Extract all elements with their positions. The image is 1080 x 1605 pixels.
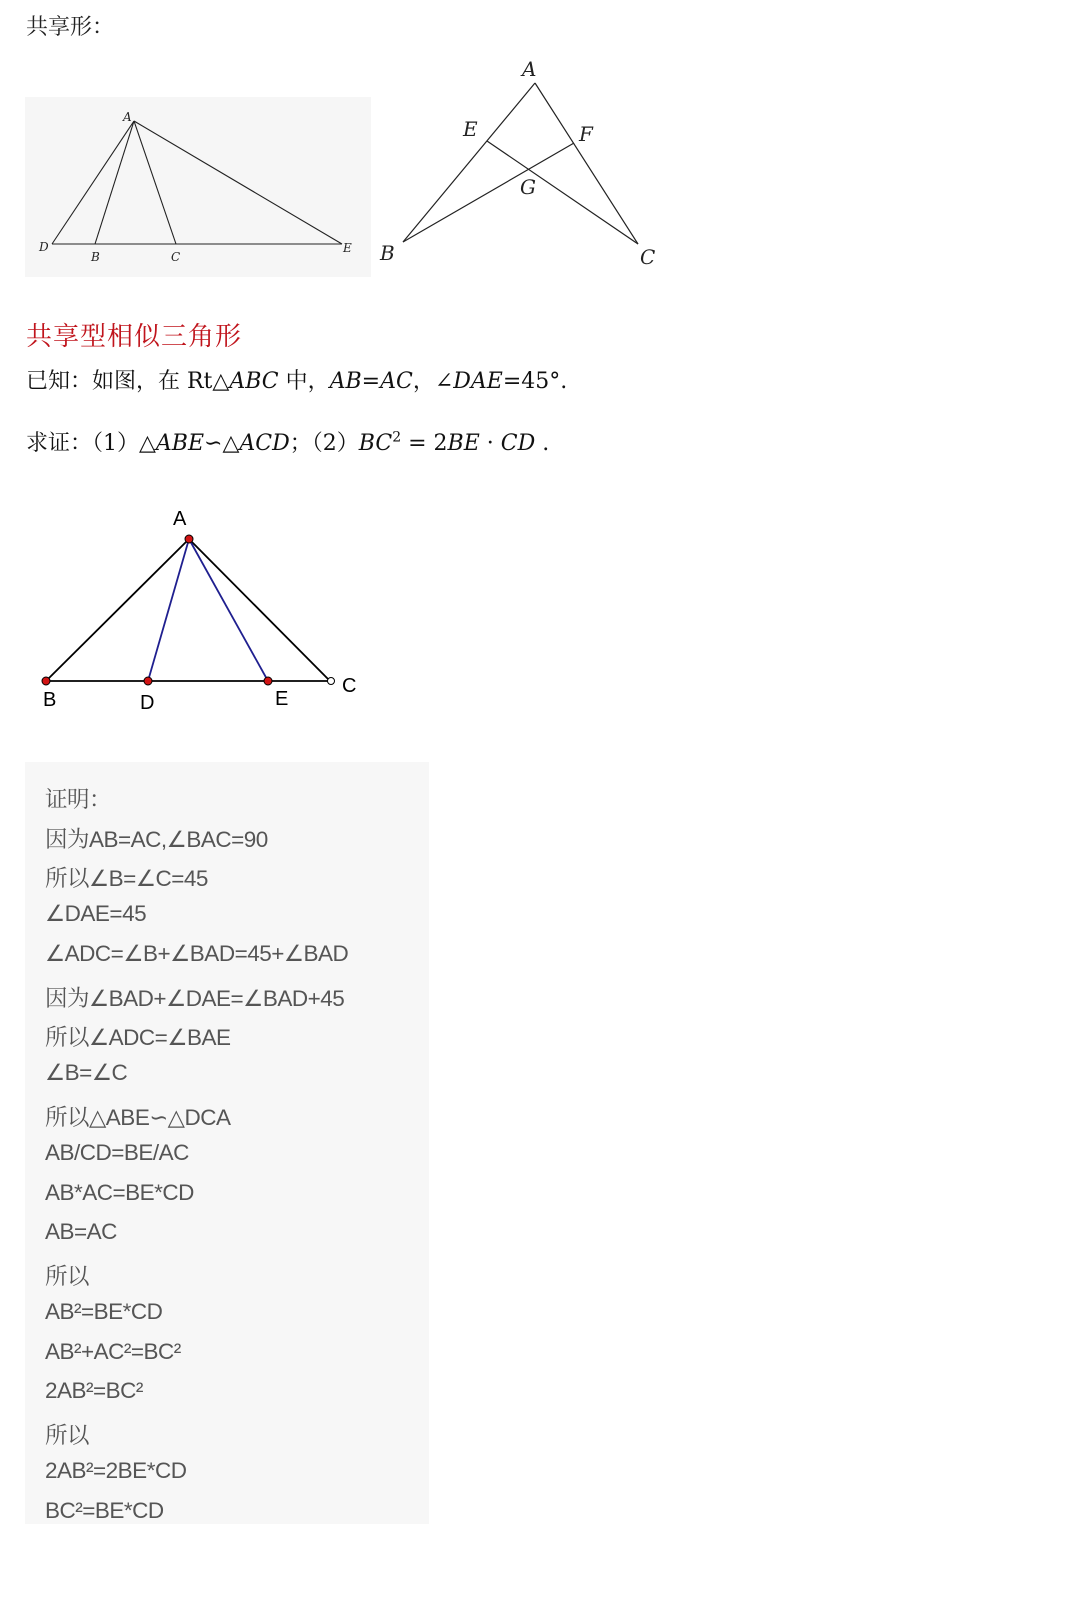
proof-box xyxy=(25,762,429,1524)
line-ab xyxy=(95,121,134,244)
proof-line: 所以∠B=∠C=45 xyxy=(45,866,208,891)
proof-line: AB/CD=BE/AC xyxy=(45,1140,189,1165)
proof-line: ∠ADC=∠B+∠BAD=45+∠BAD xyxy=(45,941,349,966)
point-e xyxy=(264,677,272,685)
figure-right-isosceles xyxy=(30,500,370,720)
prove-statement: 求证：（1）△ABE∽△ACD；$(2)BC^2 = 2BE$ · CD . xyxy=(26,429,550,456)
label-b: B xyxy=(43,689,57,711)
proof-line: AB*AC=BE*CD xyxy=(45,1180,194,1205)
figure-shared-triangles-2 xyxy=(370,52,670,282)
label-b: B xyxy=(380,241,395,265)
line-bf xyxy=(403,143,574,242)
point-b xyxy=(42,677,50,685)
label-d: D xyxy=(140,692,155,714)
label-g: G xyxy=(520,175,536,199)
label-f: F xyxy=(579,122,593,146)
label-c: C xyxy=(342,675,357,697)
proof-line: 所以 xyxy=(45,1423,90,1448)
proof-line: 因为AB=AC,∠BAC=90 xyxy=(45,827,268,852)
proof-line: 所以∠ADC=∠BAE xyxy=(45,1025,231,1050)
label-e: E xyxy=(463,117,478,141)
line-ae xyxy=(134,121,342,244)
proof-line: AB=AC xyxy=(45,1219,117,1244)
point-c xyxy=(328,678,335,685)
label-e: E xyxy=(343,241,352,255)
proof-line: 所以△ABE∽△DCA xyxy=(45,1105,231,1130)
line-ac xyxy=(134,121,176,244)
proof-line: ∠DAE=45 xyxy=(45,901,147,926)
line-ae xyxy=(189,539,268,681)
label-d: D xyxy=(39,240,49,254)
proof-line: 2AB²=2BE*CD xyxy=(45,1458,187,1483)
proof-line: ∠B=∠C xyxy=(45,1060,128,1085)
proof-line: 所以 xyxy=(45,1264,90,1289)
label-c: C xyxy=(640,245,656,269)
proof-line: 2AB²=BC² xyxy=(45,1378,143,1403)
label-a: A xyxy=(173,508,187,530)
line-ad xyxy=(52,121,134,244)
figure-shared-triangles-1 xyxy=(25,97,371,277)
label-c: C xyxy=(171,250,181,264)
proof-line: BC²=BE*CD xyxy=(45,1498,164,1523)
intro-heading: 共享形： xyxy=(26,15,115,40)
point-a xyxy=(185,535,193,543)
label-e: E xyxy=(275,688,289,710)
proof-line: 证明： xyxy=(45,787,112,812)
line-ab xyxy=(46,539,189,681)
section-title: 共享型相似三角形 xyxy=(26,322,243,352)
proof-line: AB²+AC²=BC² xyxy=(45,1339,181,1364)
line-ab xyxy=(403,83,535,242)
given-statement: 已知：如图，在 Rt△ABC 中，AB=AC，∠DAE=45°. xyxy=(26,369,568,394)
point-d xyxy=(144,677,152,685)
label-a: A xyxy=(522,57,537,81)
proof-line: 因为∠BAD+∠DAE=∠BAD+45 xyxy=(45,986,345,1011)
proof-line: AB²=BE*CD xyxy=(45,1299,163,1324)
label-a: A xyxy=(123,110,132,124)
label-b: B xyxy=(91,250,100,264)
line-ec xyxy=(487,141,638,244)
line-ac xyxy=(189,539,330,681)
line-ac xyxy=(535,83,638,244)
